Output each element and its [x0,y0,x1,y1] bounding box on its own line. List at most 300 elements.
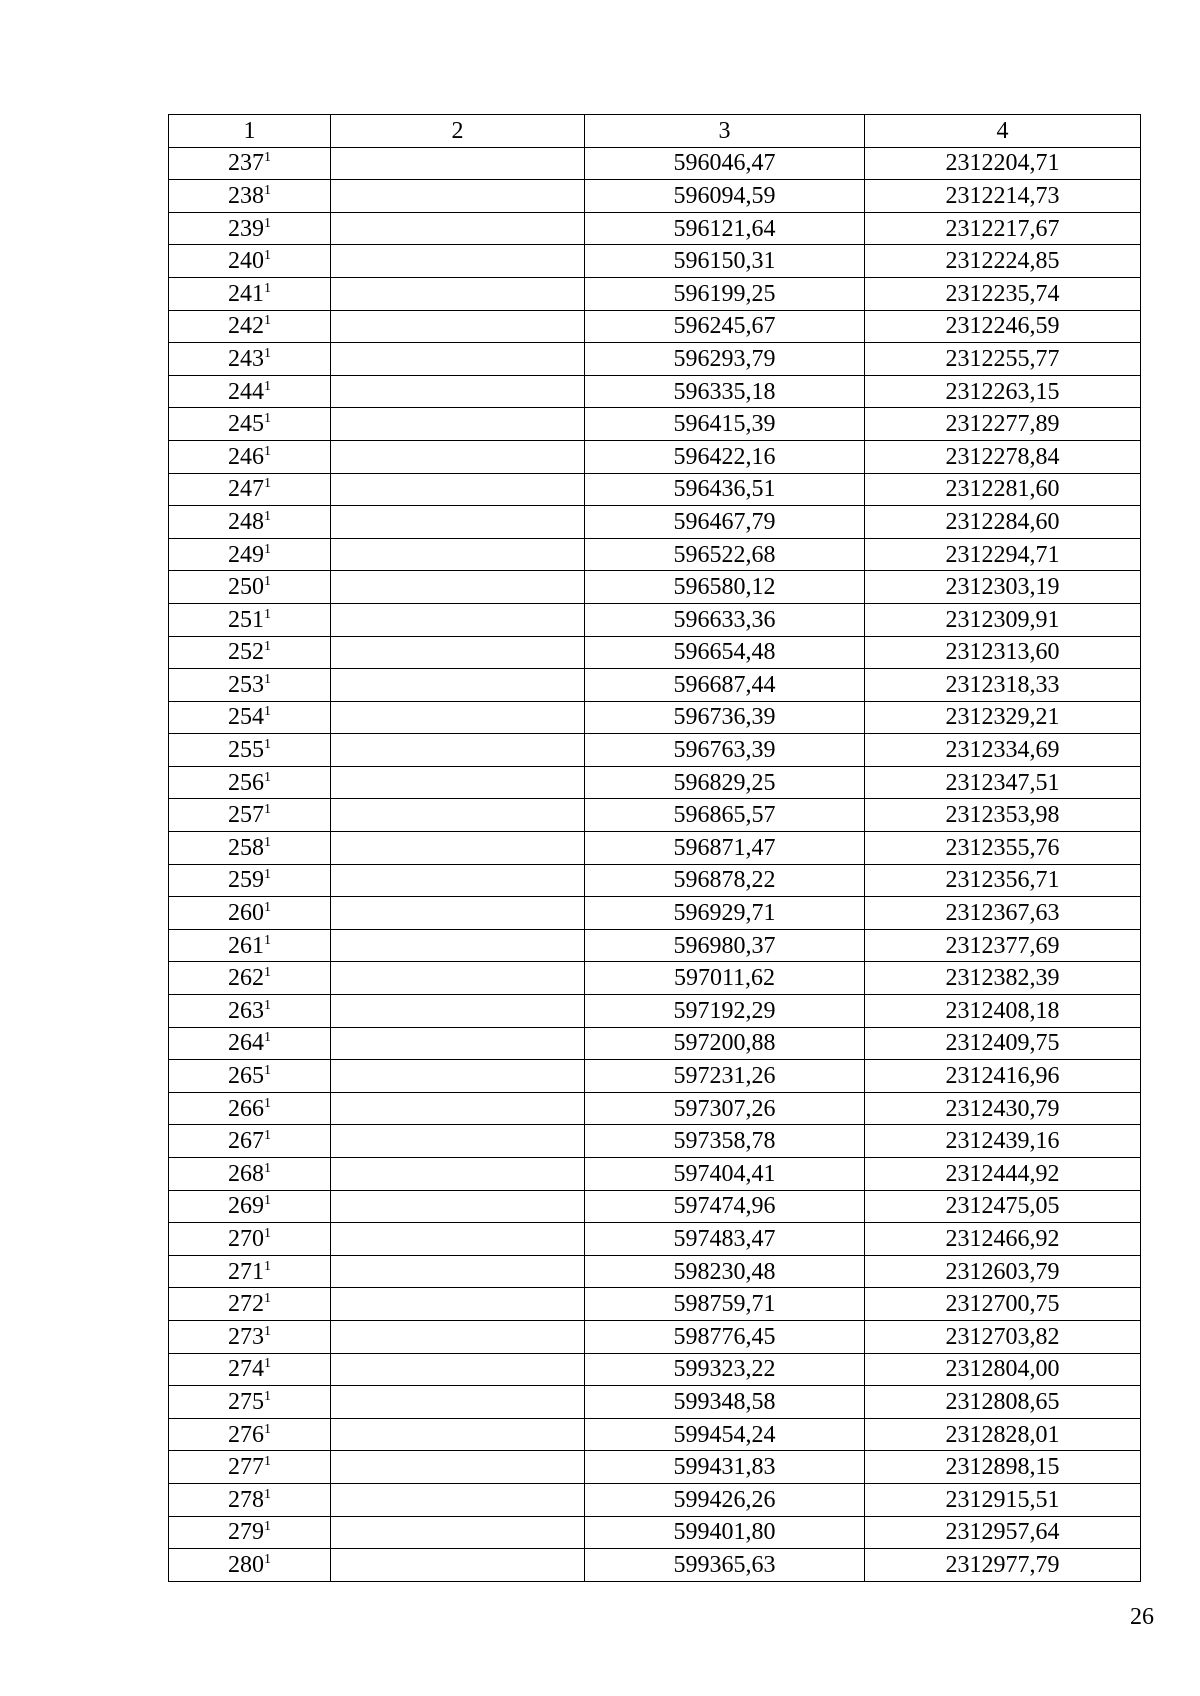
col2-cell [331,1516,585,1549]
point-number-superscript: 1 [264,1128,271,1144]
y-coordinate-cell: 2312898,15 [865,1451,1141,1484]
point-number-superscript: 1 [264,313,271,329]
y-coordinate-cell: 2312246,59 [865,310,1141,343]
point-number: 258 [228,834,264,861]
point-number: 253 [228,671,264,698]
x-coordinate-cell: 596633,36 [585,603,865,636]
x-coordinate-cell: 596736,39 [585,701,865,734]
header-col-1: 1 [169,115,331,148]
y-coordinate-cell: 2312828,01 [865,1418,1141,1451]
point-number-cell [169,180,331,213]
x-coordinate-cell: 596436,51 [585,473,865,506]
table-row [169,799,1141,832]
table-row [169,1060,1141,1093]
point-number: 245 [228,411,264,438]
point-number: 247 [228,476,264,503]
y-coordinate-cell: 2312347,51 [865,766,1141,799]
point-number-superscript: 1 [264,215,271,231]
table-row [169,245,1141,278]
point-number: 262 [228,965,264,992]
point-number-cell [169,506,331,539]
point-number-superscript: 1 [264,1323,271,1339]
x-coordinate-cell: 596046,47 [585,147,865,180]
x-coordinate-cell: 599365,63 [585,1549,865,1582]
col2-cell [331,245,585,278]
point-number-superscript: 1 [264,1356,271,1372]
x-coordinate-cell: 599426,26 [585,1483,865,1516]
table-row [169,1288,1141,1321]
y-coordinate-cell: 2312355,76 [865,832,1141,865]
point-number-cell [169,1027,331,1060]
point-number: 276 [228,1421,264,1448]
point-number: 278 [228,1486,264,1513]
point-number-cell [169,1125,331,1158]
table-row [169,538,1141,571]
point-number: 249 [228,541,264,568]
point-number-superscript: 1 [264,1030,271,1046]
x-coordinate-cell: 596199,25 [585,277,865,310]
col2-cell [331,277,585,310]
col2-cell [331,506,585,539]
point-number-superscript: 1 [264,182,271,198]
table-row [169,343,1141,376]
y-coordinate-cell: 2312353,98 [865,799,1141,832]
table-row [169,701,1141,734]
point-number-cell [169,343,331,376]
point-number-cell [169,440,331,473]
y-coordinate-cell: 2312356,71 [865,864,1141,897]
point-number-cell [169,245,331,278]
col2-cell [331,1320,585,1353]
point-number-cell [169,1223,331,1256]
table-row [169,473,1141,506]
y-coordinate-cell: 2312957,64 [865,1516,1141,1549]
point-number-superscript: 1 [264,1258,271,1274]
table-row [169,1451,1141,1484]
table-row [169,734,1141,767]
table-row [169,506,1141,539]
table-row [169,1353,1141,1386]
col2-cell [331,212,585,245]
table-row [169,962,1141,995]
col2-cell [331,440,585,473]
x-coordinate-cell: 596335,18 [585,375,865,408]
point-number-cell [169,1190,331,1223]
table-row [169,277,1141,310]
point-number-superscript: 1 [264,1291,271,1307]
y-coordinate-cell: 2312224,85 [865,245,1141,278]
point-number-cell [169,766,331,799]
col2-cell [331,1288,585,1321]
point-number-cell [169,734,331,767]
y-coordinate-cell: 2312466,92 [865,1223,1141,1256]
x-coordinate-cell: 597483,47 [585,1223,865,1256]
point-number-superscript: 1 [264,997,271,1013]
table-row [169,603,1141,636]
table-row [169,1549,1141,1582]
point-number: 251 [228,606,264,633]
point-number: 267 [228,1128,264,1155]
point-number-cell [169,962,331,995]
y-coordinate-cell: 2312444,92 [865,1158,1141,1191]
y-coordinate-cell: 2312278,84 [865,440,1141,473]
point-number: 279 [228,1519,264,1546]
point-number-superscript: 1 [264,639,271,655]
point-number-cell [169,277,331,310]
point-number-superscript: 1 [264,900,271,916]
col2-cell [331,1190,585,1223]
x-coordinate-cell: 596245,67 [585,310,865,343]
x-coordinate-cell: 596980,37 [585,929,865,962]
point-number-superscript: 1 [264,867,271,883]
point-number-cell [169,1483,331,1516]
point-number: 275 [228,1388,264,1415]
table-row [169,1223,1141,1256]
point-number: 243 [228,345,264,372]
table-row [169,408,1141,441]
x-coordinate-cell: 599401,80 [585,1516,865,1549]
col2-cell [331,701,585,734]
point-number: 252 [228,639,264,666]
col2-cell [331,1451,585,1484]
table-row [169,995,1141,1028]
y-coordinate-cell: 2312430,79 [865,1092,1141,1125]
y-coordinate-cell: 2312409,75 [865,1027,1141,1060]
point-number-cell [169,1092,331,1125]
point-number: 259 [228,867,264,894]
y-coordinate-cell: 2312703,82 [865,1320,1141,1353]
col2-cell [331,897,585,930]
point-number-superscript: 1 [264,1421,271,1437]
point-number-cell [169,571,331,604]
point-number-cell [169,1516,331,1549]
table-row [169,1320,1141,1353]
table-row [169,1092,1141,1125]
point-number: 250 [228,574,264,601]
point-number-cell [169,864,331,897]
point-number: 256 [228,769,264,796]
header-col-3: 3 [585,115,865,148]
point-number: 272 [228,1291,264,1318]
col2-cell [331,962,585,995]
y-coordinate-cell: 2312603,79 [865,1255,1141,1288]
point-number: 274 [228,1356,264,1383]
point-number: 260 [228,900,264,927]
x-coordinate-cell: 596871,47 [585,832,865,865]
col2-cell [331,1353,585,1386]
point-number: 269 [228,1193,264,1220]
table-header-row [169,115,1141,148]
col2-cell [331,669,585,702]
point-number-superscript: 1 [264,1551,271,1567]
x-coordinate-cell: 596293,79 [585,343,865,376]
y-coordinate-cell: 2312439,16 [865,1125,1141,1158]
table-row [169,864,1141,897]
col2-cell [331,1027,585,1060]
point-number: 264 [228,1030,264,1057]
table-row [169,212,1141,245]
y-coordinate-cell: 2312204,71 [865,147,1141,180]
point-number-cell [169,408,331,441]
table-row [169,832,1141,865]
y-coordinate-cell: 2312318,33 [865,669,1141,702]
point-number: 270 [228,1225,264,1252]
x-coordinate-cell: 599454,24 [585,1418,865,1451]
header-col-2: 2 [331,115,585,148]
col2-cell [331,734,585,767]
point-number-superscript: 1 [264,443,271,459]
col2-cell [331,343,585,376]
point-number: 254 [228,704,264,731]
x-coordinate-cell: 597358,78 [585,1125,865,1158]
point-number-superscript: 1 [264,411,271,427]
point-number-cell [169,897,331,930]
point-number: 268 [228,1160,264,1187]
point-number-cell [169,799,331,832]
x-coordinate-cell: 597192,29 [585,995,865,1028]
coordinates-table [168,114,1141,1582]
point-number-cell [169,1549,331,1582]
header-col-4: 4 [865,115,1141,148]
y-coordinate-cell: 2312284,60 [865,506,1141,539]
col2-cell [331,1223,585,1256]
x-coordinate-cell: 599348,58 [585,1386,865,1419]
table-row [169,375,1141,408]
table-row [169,929,1141,962]
point-number-cell [169,1353,331,1386]
y-coordinate-cell: 2312408,18 [865,995,1141,1028]
point-number-cell [169,375,331,408]
y-coordinate-cell: 2312475,05 [865,1190,1141,1223]
point-number-cell [169,310,331,343]
point-number: 237 [228,150,264,177]
point-number-superscript: 1 [264,704,271,720]
x-coordinate-cell: 598776,45 [585,1320,865,1353]
point-number-cell [169,929,331,962]
point-number: 257 [228,802,264,829]
y-coordinate-cell: 2312313,60 [865,636,1141,669]
point-number: 248 [228,508,264,535]
y-coordinate-cell: 2312367,63 [865,897,1141,930]
y-coordinate-cell: 2312329,21 [865,701,1141,734]
x-coordinate-cell: 596687,44 [585,669,865,702]
x-coordinate-cell: 596763,39 [585,734,865,767]
point-number-superscript: 1 [264,737,271,753]
x-coordinate-cell: 597231,26 [585,1060,865,1093]
point-number-superscript: 1 [264,1095,271,1111]
point-number-superscript: 1 [264,574,271,590]
col2-cell [331,799,585,832]
col2-cell [331,1060,585,1093]
y-coordinate-cell: 2312303,19 [865,571,1141,604]
point-number-superscript: 1 [264,345,271,361]
x-coordinate-cell: 597011,62 [585,962,865,995]
point-number: 266 [228,1095,264,1122]
col2-cell [331,408,585,441]
x-coordinate-cell: 596929,71 [585,897,865,930]
page-number: 26 [1130,1604,1154,1630]
point-number: 240 [228,248,264,275]
table-row [169,636,1141,669]
y-coordinate-cell: 2312263,15 [865,375,1141,408]
point-number-cell [169,1060,331,1093]
col2-cell [331,1125,585,1158]
y-coordinate-cell: 2312235,74 [865,277,1141,310]
x-coordinate-cell: 596422,16 [585,440,865,473]
x-coordinate-cell: 596415,39 [585,408,865,441]
table-row [169,180,1141,213]
point-number-cell [169,473,331,506]
col2-cell [331,636,585,669]
x-coordinate-cell: 599431,83 [585,1451,865,1484]
y-coordinate-cell: 2312382,39 [865,962,1141,995]
point-number-cell [169,701,331,734]
col2-cell [331,1158,585,1191]
col2-cell [331,1386,585,1419]
point-number-cell [169,832,331,865]
point-number: 263 [228,997,264,1024]
table-row [169,669,1141,702]
point-number-superscript: 1 [264,834,271,850]
y-coordinate-cell: 2312977,79 [865,1549,1141,1582]
point-number-superscript: 1 [264,1063,271,1079]
point-number-superscript: 1 [264,802,271,818]
col2-cell [331,310,585,343]
point-number-cell [169,147,331,180]
y-coordinate-cell: 2312217,67 [865,212,1141,245]
point-number-superscript: 1 [264,606,271,622]
point-number-cell [169,1320,331,1353]
x-coordinate-cell: 596878,22 [585,864,865,897]
y-coordinate-cell: 2312808,65 [865,1386,1141,1419]
x-coordinate-cell: 596865,57 [585,799,865,832]
col2-cell [331,1418,585,1451]
x-coordinate-cell: 598230,48 [585,1255,865,1288]
point-number-superscript: 1 [264,1519,271,1535]
point-number: 246 [228,443,264,470]
y-coordinate-cell: 2312277,89 [865,408,1141,441]
point-number-cell [169,1418,331,1451]
point-number: 255 [228,737,264,764]
y-coordinate-cell: 2312214,73 [865,180,1141,213]
col2-cell [331,1255,585,1288]
x-coordinate-cell: 596150,31 [585,245,865,278]
col2-cell [331,766,585,799]
x-coordinate-cell: 598759,71 [585,1288,865,1321]
point-number-superscript: 1 [264,769,271,785]
point-number-cell [169,636,331,669]
table-row [169,1386,1141,1419]
point-number: 265 [228,1063,264,1090]
x-coordinate-cell: 597307,26 [585,1092,865,1125]
point-number-cell [169,1158,331,1191]
col2-cell [331,1483,585,1516]
point-number-superscript: 1 [264,932,271,948]
x-coordinate-cell: 597200,88 [585,1027,865,1060]
point-number-superscript: 1 [264,476,271,492]
table-row [169,766,1141,799]
point-number-superscript: 1 [264,965,271,981]
point-number-superscript: 1 [264,1388,271,1404]
point-number: 277 [228,1454,264,1481]
point-number-superscript: 1 [264,508,271,524]
point-number: 273 [228,1323,264,1350]
point-number-cell [169,1451,331,1484]
x-coordinate-cell: 596580,12 [585,571,865,604]
table-row [169,1190,1141,1223]
point-number-cell [169,1386,331,1419]
point-number-cell [169,212,331,245]
x-coordinate-cell: 599323,22 [585,1353,865,1386]
point-number: 244 [228,378,264,405]
y-coordinate-cell: 2312294,71 [865,538,1141,571]
y-coordinate-cell: 2312255,77 [865,343,1141,376]
table-row [169,1483,1141,1516]
table-row [169,1158,1141,1191]
table-row [169,1516,1141,1549]
x-coordinate-cell: 596522,68 [585,538,865,571]
table-row [169,1418,1141,1451]
point-number-superscript: 1 [264,1454,271,1470]
table-row [169,571,1141,604]
y-coordinate-cell: 2312309,91 [865,603,1141,636]
x-coordinate-cell: 596094,59 [585,180,865,213]
x-coordinate-cell: 596654,48 [585,636,865,669]
col2-cell [331,995,585,1028]
point-number-superscript: 1 [264,671,271,687]
point-number: 242 [228,313,264,340]
col2-cell [331,147,585,180]
y-coordinate-cell: 2312377,69 [865,929,1141,962]
y-coordinate-cell: 2312915,51 [865,1483,1141,1516]
point-number: 261 [228,932,264,959]
point-number-superscript: 1 [264,280,271,296]
x-coordinate-cell: 597474,96 [585,1190,865,1223]
point-number-cell [169,603,331,636]
x-coordinate-cell: 597404,41 [585,1158,865,1191]
col2-cell [331,571,585,604]
point-number-superscript: 1 [264,378,271,394]
point-number: 239 [228,215,264,242]
point-number-cell [169,669,331,702]
x-coordinate-cell: 596121,64 [585,212,865,245]
y-coordinate-cell: 2312804,00 [865,1353,1141,1386]
y-coordinate-cell: 2312281,60 [865,473,1141,506]
col2-cell [331,1549,585,1582]
table-row [169,440,1141,473]
col2-cell [331,538,585,571]
point-number-superscript: 1 [264,1225,271,1241]
table-body [169,147,1141,1581]
point-number-superscript: 1 [264,1486,271,1502]
point-number: 271 [228,1258,264,1285]
point-number-superscript: 1 [264,248,271,264]
table-row [169,897,1141,930]
point-number: 238 [228,182,264,209]
col2-cell [331,1092,585,1125]
table-row [169,310,1141,343]
table-row [169,1125,1141,1158]
point-number-superscript: 1 [264,1193,271,1209]
y-coordinate-cell: 2312700,75 [865,1288,1141,1321]
point-number-superscript: 1 [264,150,271,166]
col2-cell [331,864,585,897]
col2-cell [331,180,585,213]
col2-cell [331,473,585,506]
point-number-superscript: 1 [264,1160,271,1176]
y-coordinate-cell: 2312334,69 [865,734,1141,767]
point-number-superscript: 1 [264,541,271,557]
